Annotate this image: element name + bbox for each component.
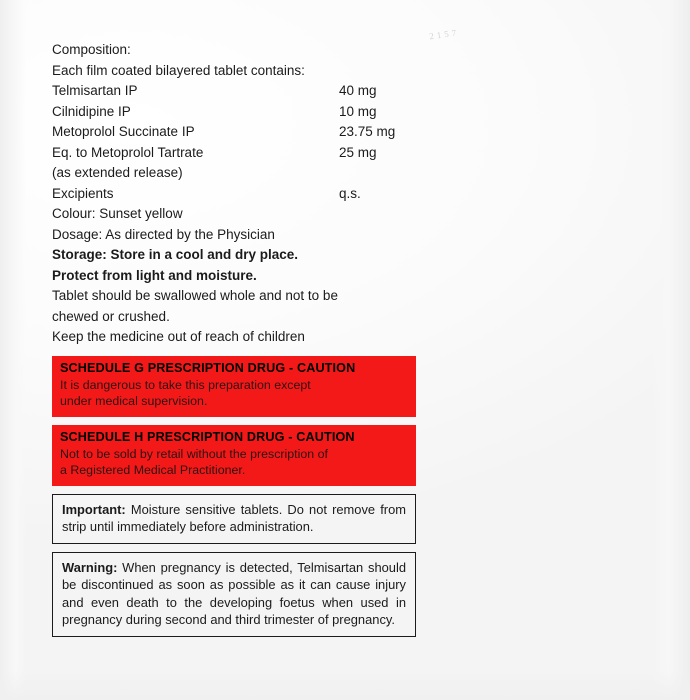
composition-subheading: Each film coated bilayered tablet contains: <box>52 62 305 78</box>
schedule-h-line-2: a Registered Medical Practitioner. <box>60 463 246 477</box>
ingredient-value <box>339 163 449 184</box>
schedule-g-line-1: It is dangerous to take this preparation except <box>60 377 311 392</box>
ingredient-name: Excipients <box>52 185 114 201</box>
detail-swallow-2: chewed or crushed. <box>52 308 170 324</box>
ingredient-row <box>52 163 452 184</box>
important-label: Important: <box>62 501 126 517</box>
ingredient-name: Cilnidipine IP <box>52 103 131 119</box>
ingredient-value: 23.75 mg <box>339 124 396 139</box>
composition-heading: Composition: <box>52 42 131 57</box>
schedule-g-warning-box <box>52 356 416 417</box>
detail-dosage: Dosage: As directed by the Physician <box>52 226 275 242</box>
panel-left-shadow <box>0 0 26 700</box>
ingredient-name: (as extended release) <box>52 165 183 180</box>
pregnancy-warning-box <box>52 552 416 637</box>
warning-text: When pregnancy is detected, Telmisartan should be discontinued as soon as possible as it can cause injury and even death to the developing foetus when used in pregnancy during second and third trimester of pregnancy. <box>62 559 406 627</box>
ingredient-value: q.s. <box>339 185 361 201</box>
ingredient-value: 25 mg <box>339 144 377 160</box>
important-text: Moisture sensitive tablets. Do not remove from strip until immediately before administration. <box>62 501 406 534</box>
label-text-content <box>52 40 452 637</box>
ingredient-row <box>52 122 452 143</box>
ingredient-row <box>52 143 452 164</box>
printed-smudge-mark: 2 1 5 7 <box>428 27 458 42</box>
schedule-h-warning-box <box>52 425 416 486</box>
detail-protect: Protect from light and moisture. <box>52 267 257 283</box>
detail-storage: Storage: Store in a cool and dry place. <box>52 247 299 262</box>
detail-swallow-1: Tablet should be swallowed whole and not to be <box>52 288 338 303</box>
ingredient-name: Telmisartan IP <box>52 83 138 98</box>
ingredient-row <box>52 102 452 123</box>
ingredient-row <box>52 184 452 205</box>
details-list <box>52 204 452 348</box>
ingredient-list <box>52 81 452 204</box>
ingredient-name: Eq. to Metoprolol Tartrate <box>52 144 204 160</box>
ingredient-value: 40 mg <box>339 83 377 98</box>
detail-colour: Colour: Sunset yellow <box>52 206 183 221</box>
important-notice-box <box>52 494 416 544</box>
schedule-g-line-2: under medical supervision. <box>60 394 208 408</box>
schedule-h-line-1: Not to be sold by retail without the prescription of <box>60 446 328 461</box>
schedule-h-heading: SCHEDULE H PRESCRIPTION DRUG - CAUTION <box>60 429 355 444</box>
panel-bottom-shadow <box>0 670 690 700</box>
panel-right-shadow <box>652 0 690 700</box>
ingredient-value: 10 mg <box>339 103 377 119</box>
warning-label: Warning: <box>62 559 118 575</box>
schedule-g-heading: SCHEDULE G PRESCRIPTION DRUG - CAUTION <box>60 360 356 375</box>
detail-keep-away: Keep the medicine out of reach of children <box>52 329 305 344</box>
ingredient-name: Metoprolol Succinate IP <box>52 124 195 139</box>
ingredient-row <box>52 81 452 102</box>
